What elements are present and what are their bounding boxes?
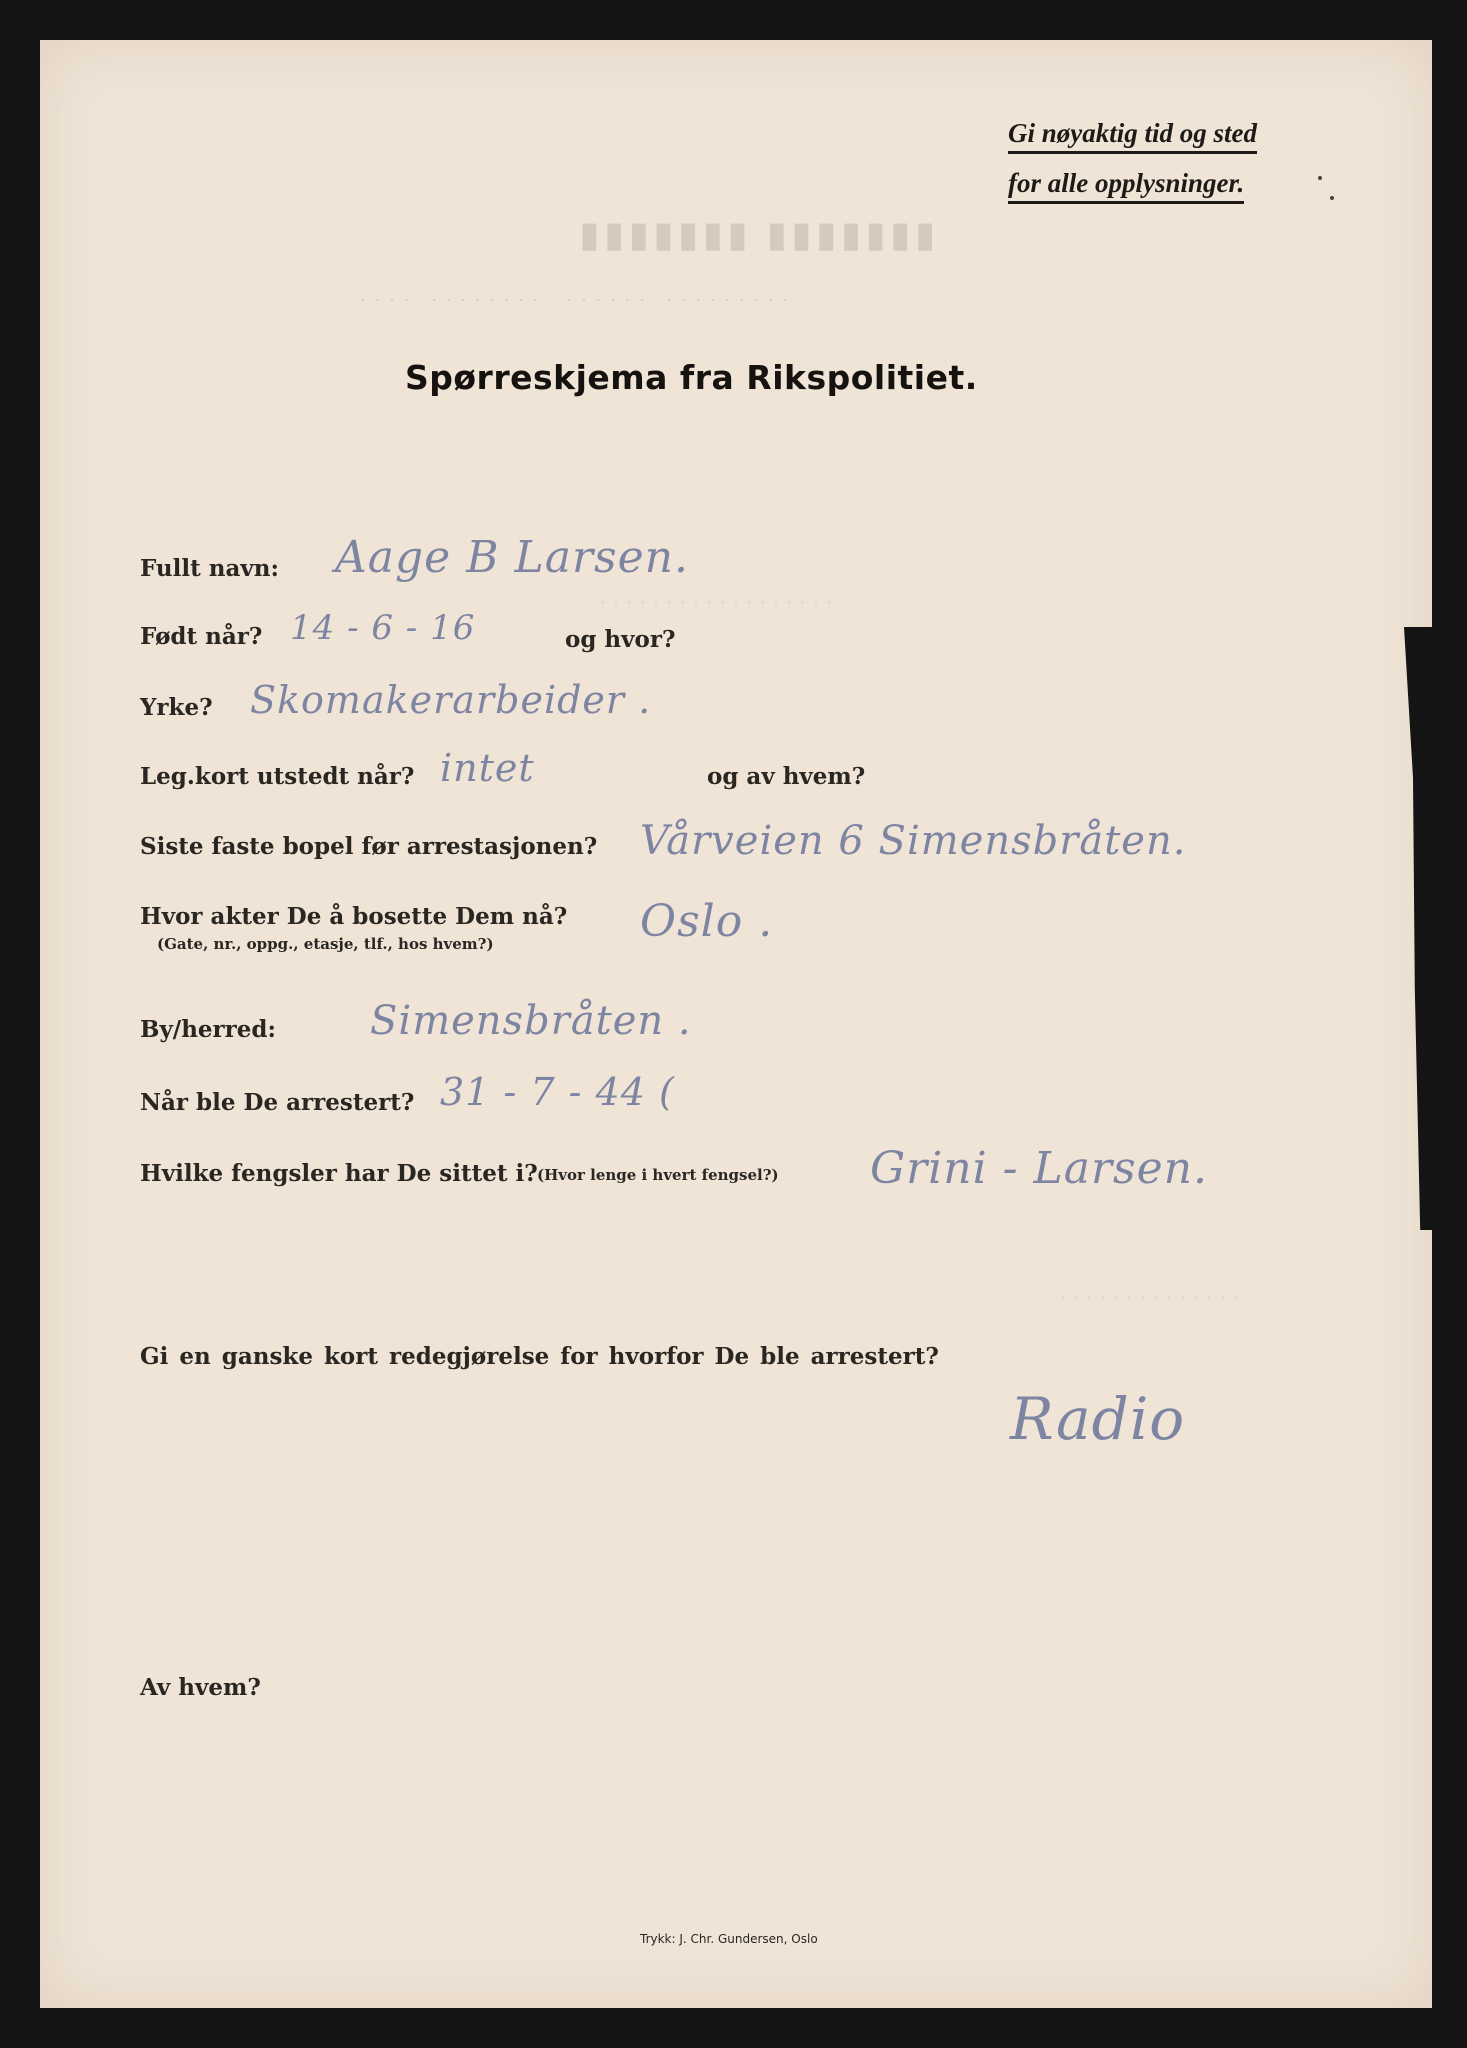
occupation-value: Skomakerarbeider . bbox=[250, 678, 652, 722]
printer-imprint: Trykk: J. Chr. Gundersen, Oslo bbox=[640, 1932, 818, 1946]
born-where-label: og hvor? bbox=[565, 626, 676, 653]
bleed-through-mark: ▮▮▮▮▮▮▮ ▮▮▮▮▮▮▮ bbox=[580, 217, 941, 254]
last-address-value: Vårveien 6 Simensbråten. bbox=[640, 818, 1187, 864]
bleed-through-mark: · · · · · · · · · · · · · · bbox=[1060, 1290, 1241, 1307]
last-address-label: Siste faste bopel før arrestasjonen? bbox=[140, 833, 598, 860]
reason-value: Radio bbox=[1010, 1385, 1186, 1453]
town-value: Simensbråten . bbox=[370, 998, 692, 1044]
edge-mark bbox=[1330, 196, 1334, 200]
full-name-value: Aage B Larsen. bbox=[335, 532, 689, 583]
occupation-label: Yrke? bbox=[140, 694, 213, 721]
id-card-by-label: og av hvem? bbox=[707, 763, 866, 790]
born-when-label: Født når? bbox=[140, 623, 263, 650]
born-when-value: 14 - 6 - 16 bbox=[290, 608, 476, 648]
arrested-when-label: Når ble De arrestert? bbox=[140, 1089, 415, 1116]
arrested-when-value: 31 - 7 - 44 ( bbox=[440, 1070, 675, 1114]
settle-where-value: Oslo . bbox=[640, 896, 774, 947]
bleed-through-mark: · · · · · · · · · · · · · · · · · · · · · · · · · · · bbox=[360, 290, 791, 310]
id-card-when-label: Leg.kort utstedt når? bbox=[140, 763, 415, 790]
prisons-value: Grini - Larsen. bbox=[870, 1143, 1208, 1194]
settle-where-label: Hvor akter De å bosette Dem nå? bbox=[140, 903, 568, 930]
reason-label: Gi en ganske kort redegjørelse for hvorfor De ble arrestert? bbox=[140, 1343, 939, 1370]
by-whom-label: Av hvem? bbox=[140, 1674, 261, 1701]
bleed-through-mark: · · · · · · · · · · · · · · · · · · bbox=[600, 595, 834, 612]
town-label: By/herred: bbox=[140, 1016, 277, 1043]
id-card-when-value: intet bbox=[440, 746, 535, 790]
settle-where-sublabel: (Gate, nr., oppg., etasje, tlf., hos hvem?) bbox=[157, 935, 494, 953]
header-note-line1: Gi nøyaktig tid og sted bbox=[1008, 118, 1257, 154]
header-note-line2: for alle opplysninger. bbox=[1008, 168, 1244, 204]
full-name-label: Fullt navn: bbox=[140, 555, 279, 582]
form-title: Spørreskjema fra Rikspolitiet. bbox=[405, 358, 978, 397]
prisons-sublabel: (Hvor lenge i hvert fengsel?) bbox=[537, 1166, 779, 1184]
edge-mark bbox=[1318, 176, 1322, 180]
prisons-label: Hvilke fengsler har De sittet i? bbox=[140, 1160, 538, 1187]
